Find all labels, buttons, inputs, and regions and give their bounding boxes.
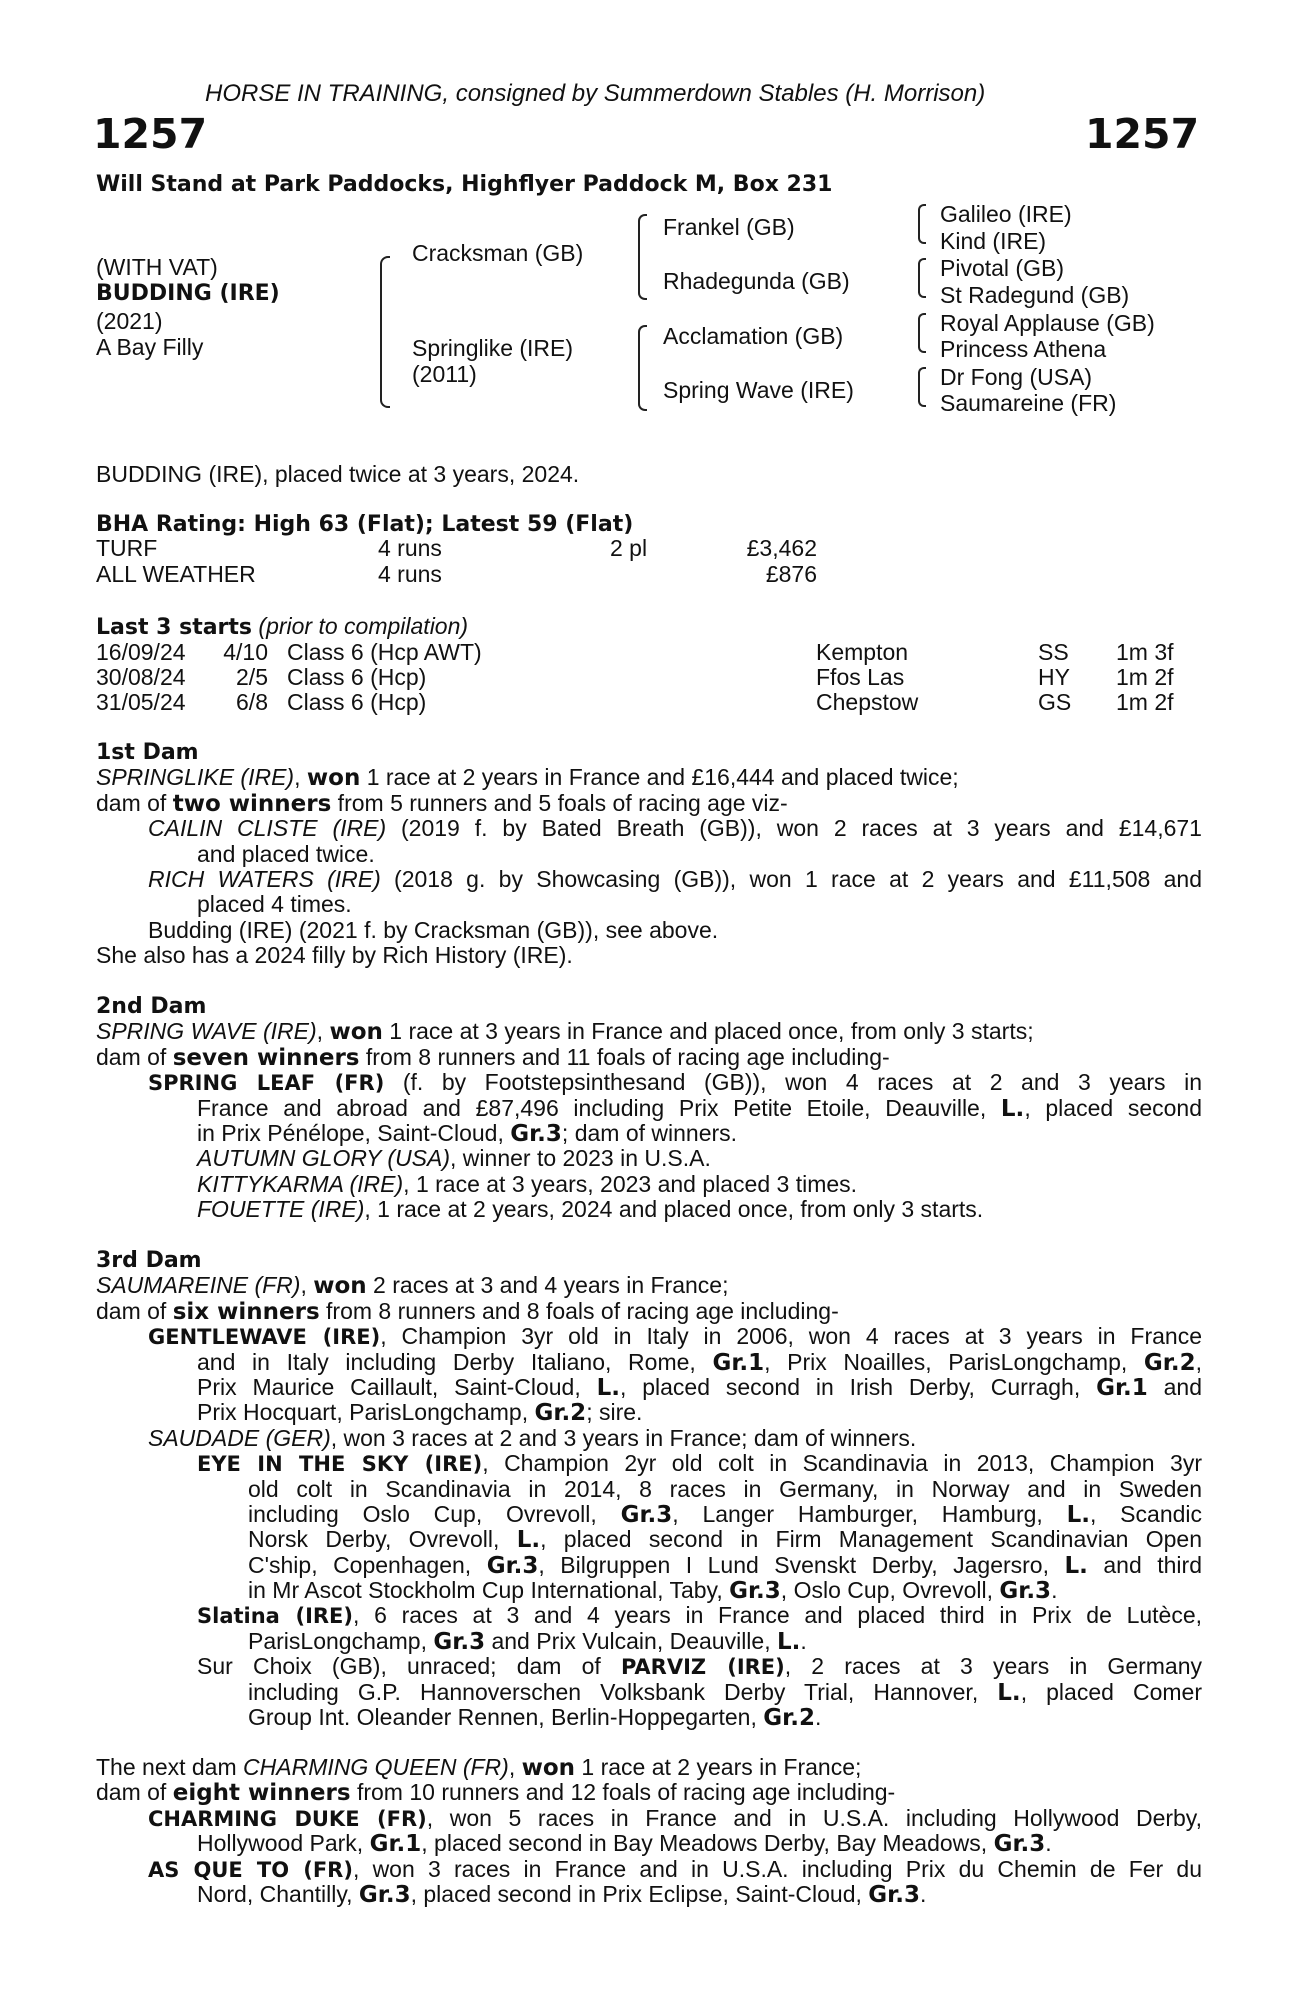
rating-placed: 2 pl xyxy=(610,535,648,561)
text: , 1 race at 3 years, 2023 and placed 3 times. xyxy=(403,1170,858,1197)
text: 1 race at 3 years in France and placed once, from only 3 starts; xyxy=(382,1018,1034,1045)
text: , won 5 races in France and in U.S.A. including Hollywood Derby, xyxy=(426,1804,1202,1831)
group-label: Gr.1 xyxy=(1096,1374,1148,1401)
dam-year: (2011) xyxy=(412,361,477,387)
group-label: Gr.2 xyxy=(534,1400,587,1427)
start-date: 31/05/24 xyxy=(96,689,186,715)
text: , placed second in Firm Management Scandinavian Open xyxy=(540,1526,1202,1553)
sire-dam: Rhadegunda (GB) xyxy=(663,268,850,294)
rating-heading: BHA Rating: High 63 (Flat); Latest 59 (Flat) xyxy=(96,512,634,537)
start-going: GS xyxy=(1038,689,1072,715)
summary: BUDDING (IRE), placed twice at 3 years, 2024. xyxy=(96,461,580,487)
group-label: Gr.2 xyxy=(763,1705,815,1732)
start-class: Class 6 (Hcp) xyxy=(287,664,427,690)
text: ParisLongchamp, xyxy=(248,1627,434,1654)
first-dam-section xyxy=(96,740,1202,969)
produce-name: PARVIZ (IRE) xyxy=(620,1655,785,1680)
start-distance: 1m 2f xyxy=(1116,664,1174,690)
text: , Scandic xyxy=(1090,1500,1203,1527)
text: , Champion 2yr old colt in Scandinavia in 2013, Champion 3yr xyxy=(482,1450,1202,1477)
rating-runs: 4 runs xyxy=(378,561,442,587)
text: , 6 races at 3 and 4 years in France and placed third in Prix de Lutèce, xyxy=(353,1602,1203,1629)
rating-prize: £876 xyxy=(765,561,817,587)
listed-label: L. xyxy=(1064,1552,1088,1579)
sur-choix-cont xyxy=(248,1705,1202,1730)
text: including Oslo Cup, Ovrevoll, xyxy=(248,1500,621,1527)
rating-runs: 4 runs xyxy=(378,535,442,561)
gentlewave-cont xyxy=(197,1375,1202,1400)
text: , placed second in Bay Meadows Derby, Bay Meadows, xyxy=(421,1830,994,1857)
text: . xyxy=(919,1880,927,1907)
text: , placed second in Irish Derby, Curragh, xyxy=(619,1373,1097,1400)
text: in Prix Pénélope, Saint-Cloud, xyxy=(197,1119,511,1146)
produce-name: SAUDADE (GER) xyxy=(148,1424,331,1451)
group-label: Gr.3 xyxy=(510,1120,562,1147)
listed-label: L. xyxy=(776,1628,801,1655)
dds: Dr Fong (USA) xyxy=(940,364,1093,390)
spring-leaf-cont xyxy=(197,1096,1202,1121)
listed-label: L. xyxy=(1066,1501,1090,1528)
start-course: Kempton xyxy=(816,639,909,665)
text: Nord, Chantilly, xyxy=(197,1880,359,1907)
starts-note: (prior to compilation) xyxy=(258,613,469,639)
pedigree-bracket-sire xyxy=(638,214,647,300)
record-text: 1 race at 2 years in France and £16,444 and placed twice; xyxy=(360,764,959,791)
produce-name: CAILIN CLISTE (IRE) xyxy=(148,815,387,842)
text: dam of xyxy=(96,1297,173,1324)
second-dam-section xyxy=(96,994,1202,1223)
text: Norsk Derby, Ovrevoll, xyxy=(248,1526,517,1553)
text: (2019 f. by Bated Breath (GB)), won 2 races at 3 years and £14,671 xyxy=(386,815,1202,842)
second-dam-produce-intro xyxy=(96,1045,1202,1070)
text: , Prix Noailles, ParisLongchamp, xyxy=(764,1348,1144,1375)
produce-name: SPRING LEAF (FR) xyxy=(148,1071,385,1096)
dam-name: SPRING WAVE (IRE) xyxy=(96,1018,317,1045)
rating-surface: ALL WEATHER xyxy=(96,561,256,587)
text: , winner to 2023 in U.S.A. xyxy=(450,1145,711,1172)
dam-dam: Spring Wave (IRE) xyxy=(663,377,854,403)
horse-description: A Bay Filly xyxy=(96,334,204,360)
dam-sire: Acclamation (GB) xyxy=(663,323,844,349)
text: Sur Choix (GB), unraced; dam of xyxy=(197,1653,621,1680)
next-dam-record: The next dam CHARMING QUEEN (FR), won 1 race at 2 years in France; xyxy=(96,1754,862,1781)
rating-prize: £3,462 xyxy=(746,535,817,561)
starts-heading xyxy=(96,614,468,640)
winners-count: six winners xyxy=(172,1298,320,1325)
text: France and abroad and £87,496 including Prix Petite Etoile, Deauville, xyxy=(197,1094,1001,1121)
gentlewave-cont xyxy=(197,1350,1202,1375)
bracket-3 xyxy=(918,313,926,353)
eye-in-the-sky-cont xyxy=(248,1578,1202,1603)
text: , Champion 3yr old in Italy in 2006, won 4 races at 3 years in France xyxy=(380,1323,1202,1350)
eye-in-the-sky-cont xyxy=(248,1553,1202,1578)
text: , xyxy=(1195,1348,1202,1375)
group-label: Gr.3 xyxy=(486,1552,539,1579)
start-date: 16/09/24 xyxy=(96,639,186,665)
lot-number-left: 1257 xyxy=(93,110,208,158)
text: Prix Hocquart, ParisLongchamp, xyxy=(197,1399,535,1426)
third-dam-record: SAUMAREINE (FR), won 2 races at 3 and 4 years in France; xyxy=(96,1272,729,1300)
starts-title: Last 3 starts xyxy=(96,615,253,640)
sur-choix-cont xyxy=(248,1680,1202,1705)
first-dam-record: SPRINGLIKE (IRE), won 1 race at 2 years in France and £16,444 and placed twice; xyxy=(96,764,959,792)
as-que-to-cont xyxy=(197,1882,1202,1907)
group-label: Gr.3 xyxy=(358,1881,411,1908)
horse-year: (2021) xyxy=(96,308,163,334)
produce-note: She also has a 2024 filly by Rich History (IRE). xyxy=(96,942,573,969)
charming-duke xyxy=(148,1806,1202,1831)
group-label: Gr.3 xyxy=(433,1628,486,1655)
text: , Langer Hamburger, Hamburg, xyxy=(672,1500,1067,1527)
dsd: Princess Athena xyxy=(940,336,1107,362)
group-label: Gr.1 xyxy=(369,1831,422,1858)
text: , won 3 races in France and in U.S.A. including Prix du Chemin de Fer du xyxy=(352,1855,1203,1882)
text: . xyxy=(1045,1830,1052,1857)
text: dam of xyxy=(96,1043,173,1070)
next-dam-produce-intro xyxy=(96,1780,1202,1805)
produce-name: EYE IN THE SKY (IRE) xyxy=(197,1452,483,1477)
sire: Cracksman (GB) xyxy=(412,240,584,266)
text: Prix Maurice Caillault, Saint-Cloud, xyxy=(197,1373,597,1400)
eye-in-the-sky-cont xyxy=(248,1502,1202,1527)
sds: Pivotal (GB) xyxy=(940,255,1064,281)
dam: Springlike (IRE) xyxy=(412,335,574,361)
first-dam-heading: 1st Dam xyxy=(96,740,199,765)
group-label: Gr.3 xyxy=(729,1578,781,1605)
group-label: Gr.2 xyxy=(1143,1349,1196,1376)
text: , placed Comer xyxy=(1020,1678,1202,1705)
text: . xyxy=(800,1627,807,1654)
text: , Oslo Cup, Ovrevoll, xyxy=(780,1577,1000,1604)
group-label: Gr.3 xyxy=(620,1501,673,1528)
start-position: 4/10 xyxy=(223,639,268,665)
dam-name: CHARMING QUEEN (FR) xyxy=(243,1754,509,1780)
start-date: 30/08/24 xyxy=(96,664,186,690)
produce-name: Slatina (IRE) xyxy=(197,1604,354,1629)
text: , 1 race at 2 years, 2024 and placed once, from only 3 starts. xyxy=(364,1196,984,1223)
text: ; dam of winners. xyxy=(561,1119,738,1146)
dss: Royal Applause (GB) xyxy=(940,310,1155,336)
lot-number-right: 1257 xyxy=(1085,110,1200,158)
eye-in-the-sky xyxy=(197,1451,1202,1476)
sdd: St Radegund (GB) xyxy=(940,282,1130,308)
spring-leaf-cont xyxy=(197,1121,1202,1146)
group-label: Gr.3 xyxy=(868,1881,920,1908)
text: in Mr Ascot Stockholm Cup International, Taby, xyxy=(248,1577,730,1604)
produce-name: CHARMING DUKE (FR) xyxy=(148,1806,427,1831)
horse-name: BUDDING (IRE) xyxy=(96,281,280,306)
produce-line xyxy=(197,1172,1202,1197)
start-course: Ffos Las xyxy=(816,664,905,690)
pedigree-bracket-dam xyxy=(638,325,647,411)
start-distance: 1m 2f xyxy=(1116,689,1174,715)
group-label: Gr.3 xyxy=(999,1578,1052,1605)
listed-label: L. xyxy=(516,1527,541,1554)
listed-label: L. xyxy=(596,1374,620,1401)
as-que-to xyxy=(148,1857,1202,1882)
produce-name: FOUETTE (IRE) xyxy=(197,1196,365,1223)
slatina xyxy=(197,1603,1202,1628)
produce-line xyxy=(197,1146,1202,1171)
text: 2 races at 3 and 4 years in France; xyxy=(366,1272,729,1299)
third-dam-heading: 3rd Dam xyxy=(96,1248,202,1273)
produce-name: RICH WATERS (IRE) xyxy=(148,865,381,892)
location-line: Will Stand at Park Paddocks, Highflyer Paddock M, Box 231 xyxy=(96,172,833,197)
won-label: won xyxy=(313,1273,367,1300)
start-course: Chepstow xyxy=(816,689,919,715)
ddd: Saumareine (FR) xyxy=(940,390,1117,416)
slatina-cont xyxy=(248,1629,1202,1654)
produce-name: AUTUMN GLORY (USA) xyxy=(197,1145,451,1172)
next-dam-section xyxy=(96,1755,1202,1907)
text: , won 3 races at 2 and 3 years in France; dam of winners. xyxy=(330,1424,917,1451)
dam-name: SPRINGLIKE (IRE) xyxy=(96,764,295,791)
text: from 10 runners and 12 foals of racing age including- xyxy=(350,1779,896,1806)
produce-name: AS QUE TO (FR) xyxy=(148,1857,353,1882)
produce-3: Budding (IRE) (2021 f. by Cracksman (GB)), see above. xyxy=(148,916,719,943)
text: from 8 runners and 11 foals of racing age including- xyxy=(359,1043,890,1070)
text: . xyxy=(814,1704,822,1731)
start-position: 6/8 xyxy=(236,689,268,715)
text: (2018 g. by Showcasing (GB)), won 1 race at 2 years and £11,508 and xyxy=(380,865,1202,892)
start-class: Class 6 (Hcp) xyxy=(287,689,427,715)
text: The next dam xyxy=(96,1754,244,1780)
produce-line xyxy=(197,1197,1202,1222)
text: Group Int. Oleander Rennen, Berlin-Hoppegarten, xyxy=(248,1704,764,1731)
text: and in Italy including Derby Italiano, Rome, xyxy=(197,1348,713,1375)
sur-choix xyxy=(197,1654,1202,1679)
listed-label: L. xyxy=(1000,1095,1025,1122)
produce-name: KITTYKARMA (IRE) xyxy=(197,1170,404,1197)
eye-in-the-sky-cont xyxy=(248,1527,1202,1552)
text: and third xyxy=(1087,1551,1202,1578)
produce-2-cont: placed 4 times. xyxy=(197,891,352,918)
produce-1-cont: and placed twice. xyxy=(197,840,375,867)
text: and Prix Vulcain, Deauville, xyxy=(485,1627,777,1654)
text: C'ship, Copenhagen, xyxy=(248,1551,487,1578)
third-dam-produce-intro xyxy=(96,1299,1202,1324)
text: including G.P. Hannoverschen Volksbank Derby Trial, Hannover, xyxy=(248,1678,998,1705)
produce-1 xyxy=(148,816,1202,841)
ssd: Kind (IRE) xyxy=(940,228,1047,254)
text: dam of xyxy=(96,1779,173,1806)
second-dam-heading: 2nd Dam xyxy=(96,994,207,1019)
won-label: won xyxy=(521,1755,576,1781)
start-going: SS xyxy=(1038,639,1069,665)
start-position: 2/5 xyxy=(236,664,268,690)
won-label: won xyxy=(306,765,361,792)
start-class: Class 6 (Hcp AWT) xyxy=(287,639,482,665)
sire-sire: Frankel (GB) xyxy=(663,214,795,240)
text: , placed second in Prix Eclipse, Saint-Cloud, xyxy=(410,1880,869,1907)
dam-name: SAUMAREINE (FR) xyxy=(96,1272,301,1299)
pedigree-bracket-main xyxy=(380,256,390,408)
text: . xyxy=(1051,1577,1058,1604)
text: from 8 runners and 8 foals of racing age including- xyxy=(319,1297,839,1324)
text: , Bilgruppen I Lund Svenskt Derby, Jagersro, xyxy=(538,1551,1065,1578)
text: 1 race at 2 years in France; xyxy=(575,1754,862,1780)
text: , placed second xyxy=(1024,1094,1202,1121)
third-dam-section xyxy=(96,1248,1202,1730)
text: Hollywood Park, xyxy=(197,1830,370,1857)
vat-label: (WITH VAT) xyxy=(96,254,218,280)
spring-leaf xyxy=(148,1070,1202,1095)
first-dam-produce-intro xyxy=(96,791,1202,816)
text: from 5 runners and 5 foals of racing age viz- xyxy=(331,789,788,816)
eye-in-the-sky-cont: old colt in Scandinavia in 2014, 8 races in Germany, in Norway and in Sweden xyxy=(248,1475,1202,1502)
group-label: Gr.3 xyxy=(993,1831,1046,1858)
sss: Galileo (IRE) xyxy=(940,201,1072,227)
won-label: won xyxy=(329,1019,383,1046)
bracket-4 xyxy=(918,367,926,407)
start-distance: 1m 3f xyxy=(1116,639,1174,665)
winners-count: seven winners xyxy=(172,1044,360,1071)
gentlewave xyxy=(148,1324,1202,1349)
winners-count: eight winners xyxy=(172,1780,351,1807)
text: and xyxy=(1147,1373,1203,1400)
rating-surface: TURF xyxy=(96,535,158,561)
consignor-line: HORSE IN TRAINING, consigned by Summerdown Stables (H. Morrison) xyxy=(205,80,986,107)
produce-2 xyxy=(148,867,1202,892)
winners-count: two winners xyxy=(172,790,332,817)
listed-label: L. xyxy=(997,1679,1021,1706)
text: , 2 races at 3 years in Germany xyxy=(784,1653,1203,1680)
second-dam-record: SPRING WAVE (IRE), won 1 race at 3 years in France and placed once, from only 3 starts; xyxy=(96,1018,1034,1046)
saudade xyxy=(148,1426,1202,1451)
group-label: Gr.1 xyxy=(712,1349,765,1376)
charming-duke-cont xyxy=(197,1831,1202,1856)
produce-name: GENTLEWAVE (IRE) xyxy=(148,1325,381,1350)
bracket-2 xyxy=(918,258,926,298)
gentlewave-cont xyxy=(197,1400,1202,1425)
bracket-1 xyxy=(918,204,926,244)
text: dam of xyxy=(96,789,173,816)
start-going: HY xyxy=(1038,664,1070,690)
text: (f. by Footstepsinthesand (GB)), won 4 races at 2 and 3 years in xyxy=(384,1069,1203,1096)
text: ; sire. xyxy=(586,1399,643,1426)
